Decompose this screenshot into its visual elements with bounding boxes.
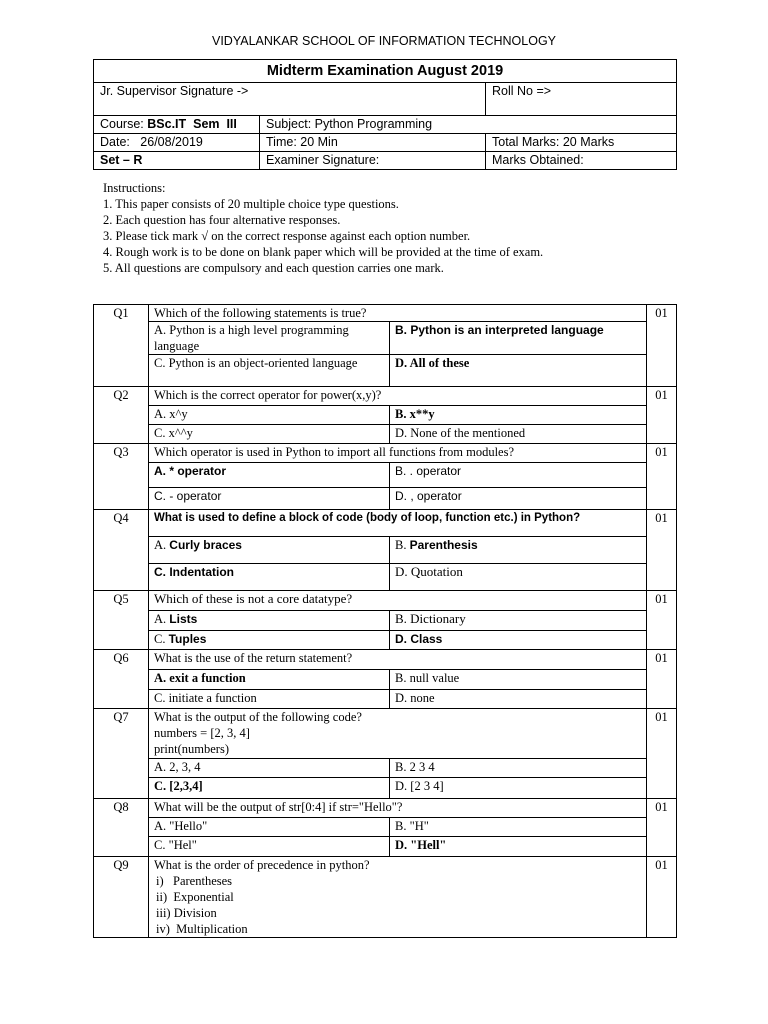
instruction-line: 3. Please tick mark √ on the correct response against each option number. (103, 229, 471, 243)
question-row (94, 305, 677, 322)
option-b[interactable] (390, 537, 647, 564)
question-text: What is the use of the return statement? (149, 650, 647, 670)
question-number: Q9 (94, 857, 149, 938)
option-c-text: Tuples (168, 632, 207, 646)
question-text: What is used to define a block of code (body of loop, function etc.) in Python? (149, 510, 647, 537)
option-a[interactable]: A. 2, 3, 4 (149, 759, 390, 778)
option-a[interactable]: A. exit a function (149, 670, 390, 690)
option-a-text: Curly braces (169, 538, 242, 552)
option-b[interactable]: B. null value (390, 670, 647, 690)
question-number: Q6 (94, 650, 149, 709)
question-number: Q7 (94, 709, 149, 799)
option-a[interactable]: A. x^y (149, 406, 390, 425)
roll-no-field: Roll No => (486, 83, 677, 116)
precedence-item: ii) Exponential (156, 890, 234, 904)
option-d[interactable]: D. All of these (390, 355, 647, 387)
option-d[interactable]: D. Class (390, 631, 647, 650)
question-number: Q5 (94, 591, 149, 650)
question-number: Q1 (94, 305, 149, 387)
instructions-heading: Instructions: (103, 181, 166, 195)
question-text: Which of these is not a core datatype? (149, 591, 647, 611)
option-c[interactable]: C. Indentation (149, 564, 390, 591)
date-cell: Date: 26/08/2019 (94, 134, 260, 152)
option-a[interactable]: A. "Hello" (149, 818, 390, 837)
option-c-letter: C. (154, 632, 166, 646)
total-marks-cell: Total Marks: 20 Marks (486, 134, 677, 152)
question-text (149, 709, 647, 759)
subject-cell: Subject: Python Programming (260, 116, 677, 134)
question-marks: 01 (647, 591, 677, 650)
instruction-line: 2. Each question has four alternative responses. (103, 213, 341, 227)
instruction-line: 4. Rough work is to be done on blank paper which will be provided at the time of exam. (103, 245, 544, 259)
option-d[interactable]: D. none (390, 690, 647, 709)
option-a-letter: A. (154, 612, 167, 626)
option-a-text: Lists (169, 612, 198, 626)
option-a[interactable]: A. Python is a high level programming language (149, 322, 390, 355)
marks-obtained-cell: Marks Obtained: (486, 152, 677, 170)
option-c[interactable]: C. "Hel" (149, 837, 390, 857)
school-name: VIDYALANKAR SCHOOL OF INFORMATION TECHNOLOGY (211, 34, 557, 48)
question-marks: 01 (647, 510, 677, 591)
option-d[interactable]: D. "Hell" (390, 837, 647, 857)
option-b[interactable]: B. Python is an interpreted language (390, 322, 647, 355)
question-text: Which of the following statements is true? (149, 305, 647, 322)
instruction-line: 1. This paper consists of 20 multiple choice type questions. (103, 197, 399, 211)
question-marks: 01 (647, 799, 677, 857)
questions-table (93, 304, 677, 938)
question-text: Which is the correct operator for power(x,y)? (149, 387, 647, 406)
question-prompt: What is the order of precedence in python? (154, 858, 370, 872)
option-d[interactable]: D. Quotation (390, 564, 647, 591)
course-value: BSc.IT Sem III (147, 117, 237, 131)
question-text: What will be the output of str[0:4] if str="Hello"? (149, 799, 647, 818)
option-d[interactable]: D. [2 3 4] (390, 778, 647, 799)
precedence-item: iii) Division (156, 906, 217, 920)
option-c[interactable]: C. - operator (149, 488, 390, 510)
option-c[interactable]: C. [2,3,4] (149, 778, 390, 799)
question-marks: 01 (647, 857, 677, 938)
question-prompt: What is the output of the following code? (154, 710, 362, 724)
instruction-line: 5. All questions are compulsory and each question carries one mark. (103, 261, 444, 275)
supervisor-signature-field: Jr. Supervisor Signature -> (94, 83, 486, 116)
code-line: numbers = [2, 3, 4] (154, 726, 250, 740)
option-b[interactable]: B. . operator (390, 463, 647, 488)
option-c[interactable]: C. initiate a function (149, 690, 390, 709)
option-a-letter: A. (154, 538, 167, 552)
question-number: Q3 (94, 444, 149, 510)
option-b-letter: B. (395, 538, 407, 552)
code-line: print(numbers) (154, 742, 229, 756)
question-number: Q8 (94, 799, 149, 857)
option-b[interactable]: B. Dictionary (390, 611, 647, 631)
question-marks: 01 (647, 709, 677, 799)
option-c[interactable]: C. Python is an object-oriented language (149, 355, 390, 387)
option-a[interactable]: A. * operator (149, 463, 390, 488)
set-cell: Set – R (94, 152, 260, 170)
option-b[interactable]: B. 2 3 4 (390, 759, 647, 778)
question-number: Q2 (94, 387, 149, 444)
option-b-text: Parenthesis (409, 538, 478, 552)
question-text: Which operator is used in Python to import all functions from modules? (149, 444, 647, 463)
course-label: Course: (100, 117, 144, 131)
option-a[interactable] (149, 611, 390, 631)
option-a[interactable] (149, 537, 390, 564)
option-b[interactable]: B. x**y (390, 406, 647, 425)
option-d[interactable]: D. , operator (390, 488, 647, 510)
question-marks: 01 (647, 650, 677, 709)
question-marks: 01 (647, 444, 677, 510)
examiner-signature-cell: Examiner Signature: (260, 152, 486, 170)
option-b[interactable]: B. "H" (390, 818, 647, 837)
course-cell (94, 116, 260, 134)
question-marks: 01 (647, 305, 677, 387)
option-c[interactable] (149, 631, 390, 650)
question-marks: 01 (647, 387, 677, 444)
instructions (103, 180, 543, 276)
question-number: Q4 (94, 510, 149, 591)
option-c[interactable]: C. x^^y (149, 425, 390, 444)
precedence-item: iv) Multiplication (156, 922, 248, 936)
exam-title: Midterm Examination August 2019 (94, 60, 677, 83)
time-cell: Time: 20 Min (260, 134, 486, 152)
exam-header-table (93, 59, 677, 170)
option-d[interactable]: D. None of the mentioned (390, 425, 647, 444)
precedence-item: i) Parentheses (156, 874, 233, 888)
question-text (149, 857, 647, 938)
